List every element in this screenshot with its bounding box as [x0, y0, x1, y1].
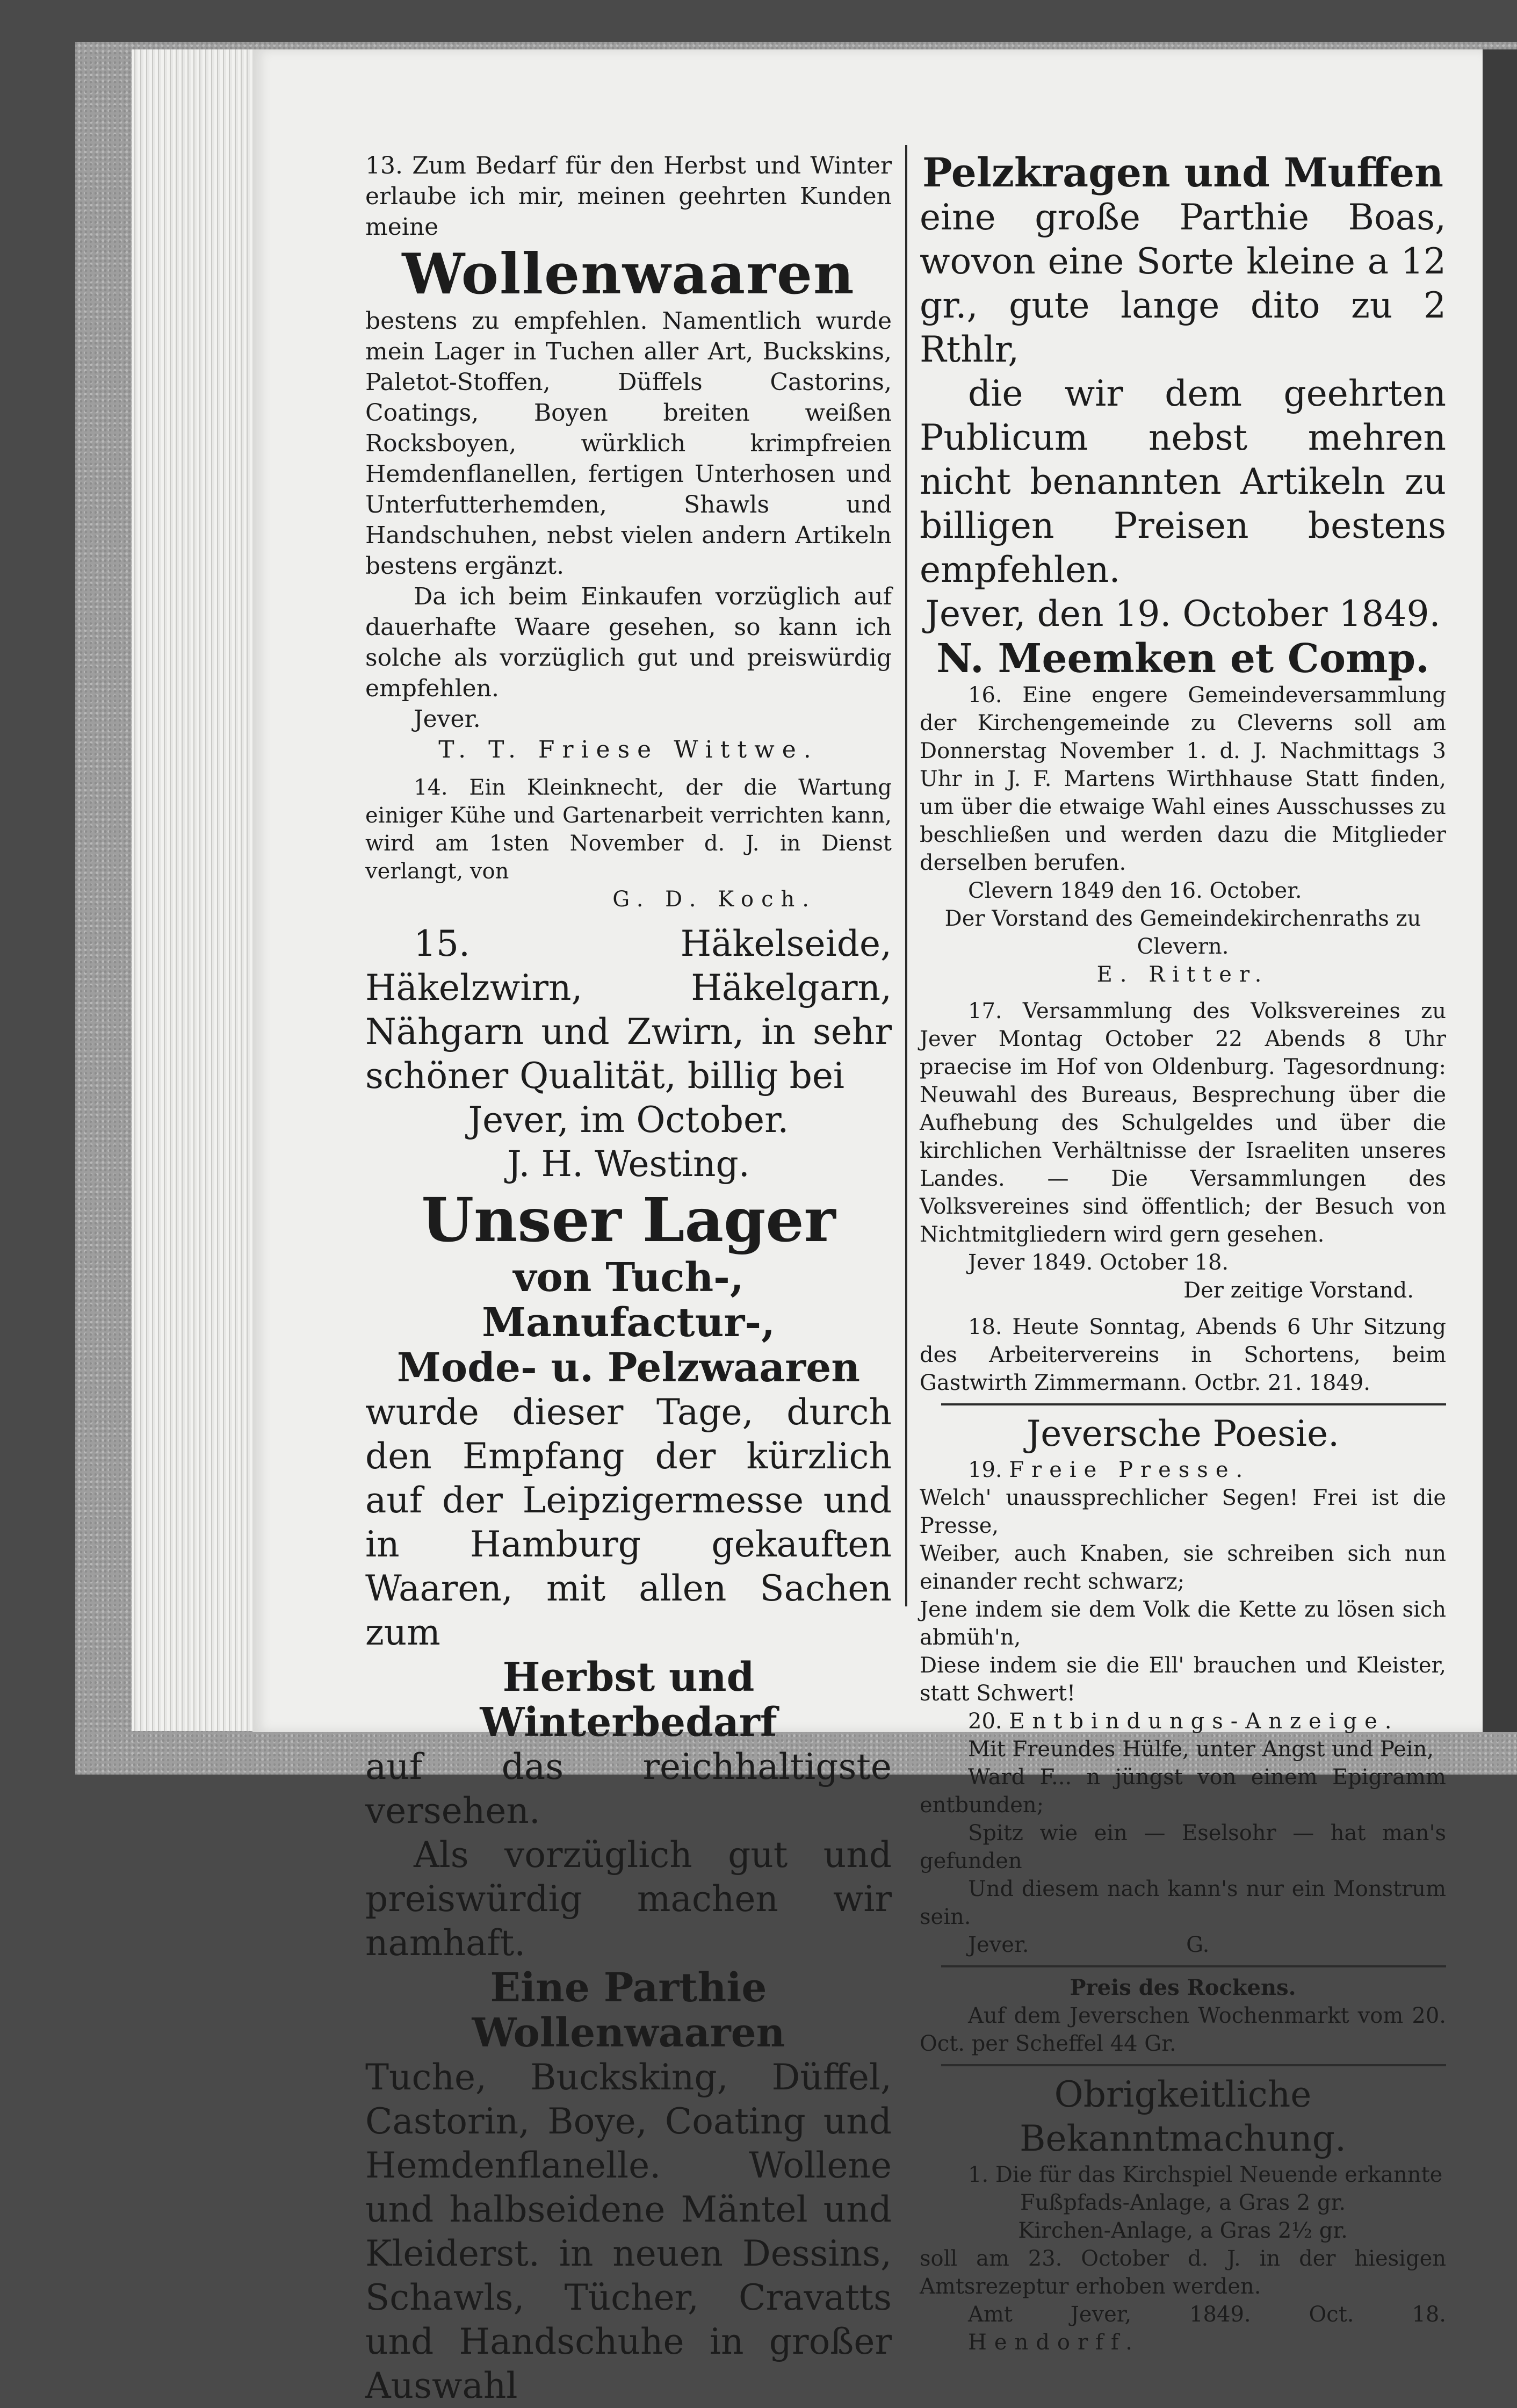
lager-body4: Tuche, Bucksking, Düffel, Castorin, Boye, Coating und Hemdenflanelle. Wollene und halbseidene Mäntel und Kleiderst. in neuen Dessins, Schawls, Tücher, Cravatts und Handschuhe in großer Auswahl: [365, 2057, 892, 2406]
poem-19-line-1: Welch' unaussprechlicher Segen! Frei ist die Presse,: [920, 1486, 1446, 1538]
bekanntmachung-line-4: soll am 23. October d. J. in der hiesigen Amtsrezeptur erhoben werden.: [920, 2246, 1446, 2299]
preis-headline: Preis des Rockens.: [1070, 1975, 1296, 2000]
bekanntmachung-headline: Obrigkeitliche Bekanntmachung.: [1019, 2074, 1347, 2159]
ad-15-text: 15. Häkelseide, Häkelzwirn, Häkelgarn, Nähgarn und Zwirn, in sehr schöner Qualität, billig bei: [365, 923, 892, 1097]
bekanntmachung-line-3: Kirchen-Anlage, a Gras 2½ gr.: [1018, 2218, 1348, 2243]
bekanntmachung-line-2: Fußpfads-Anlage, a Gras 2 gr.: [1020, 2190, 1346, 2215]
column-divider: [905, 145, 907, 1606]
poem-20-line-3: Spitz wie ein — Eselsohr — hat man's gefunden: [920, 1821, 1446, 1873]
right-column: [920, 150, 1446, 2356]
poesie-section: [920, 1412, 1446, 1959]
ad-14: [365, 774, 892, 913]
ad-15-signature: J. H. Westing.: [507, 1143, 750, 1185]
ad-17-date: Jever 1849. October 18.: [968, 1250, 1229, 1275]
lager-headline-2: Eine Parthie Wollenwaaren: [472, 1965, 785, 2056]
poem-20-line-4: Und diesem nach kann's nur ein Monstrum sein.: [920, 1877, 1446, 1929]
lager-subhead-1: von Tuch-, Manufactur-,: [482, 1255, 775, 1346]
pelz-date: Jever, den 19. October 1849.: [925, 593, 1441, 635]
ad-13-body2: Da ich beim Einkaufen vorzüglich auf dauerhafte Waare gesehen, so kann ich solche als vorzüglich gut und preiswürdig empfehlen.: [365, 583, 892, 702]
ad-16-signature: E. Ritter.: [1096, 962, 1269, 987]
pelz-body2: die wir dem geehrten Publicum nebst mehren nicht benannten Artikeln zu billigen Preisen bestens empfehlen.: [920, 373, 1446, 590]
page-shadow: [1483, 49, 1517, 1732]
pelz-signature: N. Meemken et Comp.: [936, 636, 1429, 682]
lager-headline: Unser Lager: [421, 1185, 836, 1256]
section-rule: [941, 1965, 1446, 1967]
lager-ad: [365, 1186, 892, 2408]
bekanntmachung-line-1: 1. Die für das Kirchspiel Neuende erkannte: [968, 2162, 1443, 2187]
ad-16-date: Clevern 1849 den 16. October.: [968, 878, 1302, 903]
ad-17-text: 17. Versammlung des Volksvereines zu Jever Montag October 22 Abends 8 Uhr praecise im Hof von Oldenburg. Tagesordnung: Neuwahl des Bureaus, Besprechung über die Aufhebung des Schulgeldes und über die kirchlichen Verhältnisse der Israeliten unseres Landes. — Die Versammlungen des Volksvereines sind öffentlich; der Besuch von Nichtmitgliedern wird gern gesehen.: [920, 999, 1446, 1247]
ad-16-text: 16. Eine engere Gemeindeversammlung der Kirchengemeinde zu Cleverns soll am Donnerstag November 1. d. J. Nachmittags 3 Uhr in J. F. Martens Wirthhause Statt finden, um über die etwaige Wahl eines Ausschusses zu beschließen und werden dazu die Mitglieder derselben berufen.: [920, 683, 1446, 875]
bekanntmachung-signature: Hendorff.: [968, 2330, 1140, 2355]
bekanntmachung-date: Amt Jever, 1849. Oct. 18.: [968, 2302, 1446, 2327]
poem-signature: G.: [1186, 1933, 1210, 1957]
ad-18-text: 18. Heute Sonntag, Abends 6 Uhr Sitzung des Arbeitervereins in Schortens, beim Gastwirth Zimmermann. Octbr. 21. 1849.: [920, 1315, 1446, 1395]
poem-19-line-4: Diese indem sie die Ell' brauchen und Kleister, statt Schwert!: [920, 1653, 1446, 1706]
lager-bold: Herbst und Winterbedarf: [480, 1654, 777, 1746]
poem-20-title: Entbindungs-Anzeige.: [1009, 1709, 1399, 1734]
poem-place: Jever.: [968, 1933, 1029, 1957]
ad-13: [365, 150, 892, 765]
page-edges: [132, 49, 266, 1731]
lager-body2: auf das reichhaltigste versehen.: [365, 1746, 892, 1832]
ad-14-text: 14. Ein Kleinknecht, der die Wartung einiger Kühe und Gartenarbeit verrichten kann, wird am 1sten November d. J. in Dienst verlangt, von: [365, 775, 892, 884]
poem-19-line-2: Weiber, auch Knaben, sie schreiben sich nun einander recht schwarz;: [920, 1541, 1446, 1594]
poem-20-line-2: Ward F... n jüngst von einem Epigramm entbunden;: [920, 1765, 1446, 1818]
preis-text: Auf dem Jeverschen Wochenmarkt vom 20. Oct. per Scheffel 44 Gr.: [920, 2003, 1446, 2056]
ad-17-signature: Der zeitige Vorstand.: [1183, 1278, 1414, 1303]
poem-19-line-3: Jene indem sie dem Volk die Kette zu lösen sich abmüh'n,: [920, 1597, 1446, 1650]
section-rule: [941, 2064, 1446, 2066]
ad-16-org: Der Vorstand des Gemeindekirchenraths zu Clevern.: [944, 906, 1421, 959]
lager-body: wurde dieser Tage, durch den Empfang der kürzlich auf der Leipzigermesse und in Hamburg gekauften Waaren, mit allen Sachen zum: [365, 1392, 892, 1653]
preis-section: [920, 1974, 1446, 2058]
poem-19-title: Freie Presse.: [1009, 1458, 1251, 1482]
ad-13-body: bestens zu empfehlen. Namentlich wurde mein Lager in Tuchen aller Art, Buckskins, Paletot-Stoffen, Düffels Castorins, Coatings, Boyen breiten weißen Rocksboyen, würklich krimpfreien Hemdenflanellen, fertigen Unterhosen und Unterfutterhemden, Shawls und Handschuhen, nebst vielen andern Artikeln bestens ergänzt.: [365, 307, 892, 580]
ad-13-intro: 13. Zum Bedarf für den Herbst und Winter erlaube ich mir, meinen geehrten Kunden meine: [365, 152, 892, 241]
left-column: [365, 150, 892, 2408]
poesie-headline: Jeversche Poesie.: [1026, 1413, 1340, 1454]
ad-16: [920, 681, 1446, 989]
ad-13-headline: Wollenwaaren: [402, 241, 855, 307]
ad-18: [920, 1313, 1446, 1397]
poem-20-number: 20.: [968, 1709, 1002, 1734]
poem-19-number: 19.: [968, 1458, 1002, 1482]
lager-body3: Als vorzüglich gut und preiswürdig machen wir namhaft.: [365, 1834, 892, 1964]
ad-15: [365, 922, 892, 1186]
ad-13-place: Jever.: [414, 705, 481, 733]
lager-continued: [920, 150, 1446, 681]
lager-subhead-2: Mode- u. Pelzwaaren: [396, 1345, 861, 1391]
poem-20-line-1: Mit Freundes Hülfe, unter Angst und Pein,: [968, 1737, 1434, 1762]
pelz-body: eine große Parthie Boas, wovon eine Sorte kleine a 12 gr., gute lange dito zu 2 Rthlr,: [920, 197, 1446, 370]
ad-15-place: Jever, im October.: [468, 1099, 789, 1141]
ad-17: [920, 997, 1446, 1304]
ad-13-signature: T. T. Friese Wittwe.: [438, 736, 819, 763]
ad-14-signature: G. D. Koch.: [612, 887, 817, 912]
bekanntmachung-section: [920, 2073, 1446, 2356]
section-rule: [941, 1403, 1446, 1405]
pelz-headline: Pelzkragen und Muffen: [922, 150, 1443, 196]
